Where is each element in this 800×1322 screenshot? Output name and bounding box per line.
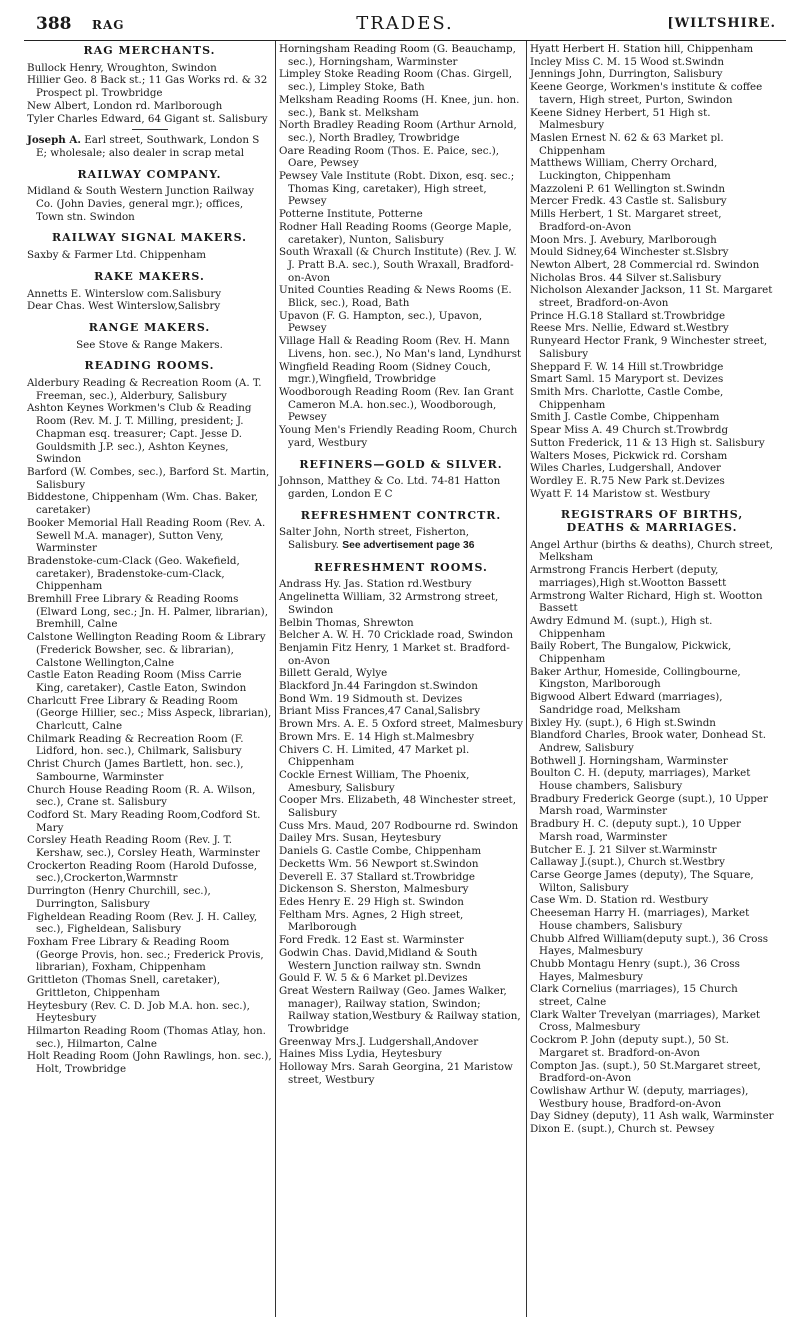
directory-entry: Pewsey Vale Institute (Robt. Dixon, esq. sec.; Thomas King, caretaker), High street, Pewsey [279,170,515,208]
directory-entry: Day Sidney (deputy), 11 Ash walk, Warminster [530,1110,774,1123]
entry-list [279,578,523,1086]
directory-entry: Smith Mrs. Charlotte, Castle Combe, Chippenham [530,385,724,411]
directory-entry: Foxham Free Library & Reading Room (George Provis, hon. sec.; Frederick Provis, librarian), Foxham, Chippenham [27,936,264,974]
directory-entry: Matthews William, Cherry Orchard, Luckington, Chippenham [530,157,718,183]
separator-rule [132,129,168,130]
directory-entry: Melksham Reading Rooms (H. Knee, jun. hon. sec.), Bank st. Melksham [279,93,520,119]
directory-entry: Chubb Montagu Henry (supt.), 36 Cross Hayes, Malmesbury [530,957,740,983]
directory-entry: Cheeseman Harry H. (marriages), Market House chambers, Salisbury [530,907,750,932]
entry-list [530,539,774,1136]
directory-entry: Young Men's Friendly Reading Room, Church yard, Westbury [279,424,518,449]
directory-entry: Holloway Mrs. Sarah Georgina, 21 Maristow street, Westbury [279,1061,513,1086]
directory-entry: Heytesbury (Rev. C. D. Job M.A. hon. sec.), Heytesbury [27,999,250,1025]
directory-entry: Sheppard F. W. 14 Hill st.Trowbridge [530,360,724,373]
directory-entry: Brown Mrs. E. 14 High st.Malmesbry [279,730,475,743]
directory-entry: Tyler Charles Edward, 64 Gigant st. Salisbury [27,112,268,125]
directory-entry: Blandford Charles, Brook water, Donhead St. Andrew, Salisbury [530,729,767,754]
directory-entry [279,526,523,552]
entry-name: Joseph A. [27,134,81,147]
directory-entry: Newton Albert, 28 Commercial rd. Swindon [530,258,760,271]
directory-entry: Figheldean Reading Room (Rev. J. H. Calley, sec.), Figheldean, Salisbury [27,910,258,936]
directory-entry: Baily Robert, The Bungalow, Pickwick, Chippenham [530,640,732,666]
directory-entry: Chilmark Reading & Recreation Room (F. Lidford, hon. sec.), Chilmark, Salisbury [27,732,244,758]
directory-entry: Dixon E. (supt.), Church st. Pewsey [530,1123,715,1136]
section-heading: REFINERS—GOLD & SILVER. [299,457,503,471]
directory-entry: Bremhill Free Library & Reading Rooms (Elward Long, sec.; Jn. H. Palmer, librarian), Bremhill, Calne [27,593,268,631]
directory-entry: Briant Miss Frances,47 Canal,Salisbry [279,705,481,718]
directory-entry: Grittleton (Thomas Snell, caretaker), Grittleton, Chippenham [27,974,221,999]
directory-entry: United Counties Reading & News Rooms (E. Blick, sec.), Road, Bath [279,284,512,310]
section-heading: RANGE MAKERS. [88,320,211,334]
directory-entry: Mills Herbert, 1 St. Margaret street, Bradford-on-Avon [530,208,722,233]
directory-entry: Maslen Ernest N. 62 & 63 Market pl. Chippenham [530,131,724,157]
column-2 [275,41,526,1317]
directory-entry: Wyatt F. 14 Maristow st. Westbury [530,487,711,500]
section-heading: RAILWAY SIGNAL MAKERS. [52,231,247,245]
directory-entry: Mazzoleni P. 61 Wellington st.Swindn [530,182,725,195]
directory-entry: Keene George, Workmen's institute & coffee tavern, High street, Purton, Swindon [530,81,763,106]
directory-entry: Brown Mrs. A. E. 5 Oxford street, Malmesbury [279,718,523,731]
directory-entry: Great Western Railway (Geo. James Walker, manager), Railway station, Swindon; Railway station,Westbury & Railway station, Trowbridge [279,984,521,1036]
directory-entry: Booker Memorial Hall Reading Room (Rev. A. Sewell M.A. manager), Sutton Veny, Warminster [27,516,266,555]
directory-entry: Incley Miss C. M. 15 Wood st.Swindn [530,55,725,68]
entry-list [27,185,272,223]
directory-entry: Barford (W. Combes, sec.), Barford St. Martin, Salisbury [27,465,270,491]
section-heading: REFRESHMENT ROOMS. [314,560,488,574]
section-heading: RAKE MAKERS. [94,269,205,283]
directory-entry: Chubb Alfred William(deputy supt.), 36 Cross Hayes, Malmesbury [530,932,769,958]
directory-entry: Belcher A. W. H. 70 Cricklade road, Swindon [279,629,513,642]
entry-list [27,62,272,126]
directory-entry: Haines Miss Lydia, Heytesbury [279,1048,442,1061]
entry-text: Earl street, Southwark, London S E; wholesale; also dealer in scrap metal [36,134,260,159]
directory-entry: Daniels G. Castle Combe, Chippenham [279,845,482,858]
directory-entry: Mercer Fredk. 43 Castle st. Salisbury [530,195,727,208]
entry-list [279,475,523,500]
directory-entry: Smith J. Castle Combe, Chippenham [530,411,720,424]
directory-entry: Oare Reading Room (Thos. E. Paice, sec.), Oare, Pewsey [279,144,500,170]
entry-list [27,288,272,313]
directory-entry: Smart Saml. 15 Maryport st. Devizes [530,373,724,386]
directory-entry: Nicholas Bros. 44 Silver st.Salisbury [530,271,722,284]
directory-entry: Decketts Wm. 56 Newport st.Swindon [279,857,479,870]
columns [24,41,786,1317]
advertisement-note: See advertisement page 36 [342,540,475,552]
directory-entry: Durrington (Henry Churchill, sec.), Durrington, Salisbury [27,885,211,910]
directory-entry: Castle Eaton Reading Room (Miss Carrie King, caretaker), Castle Eaton, Swindon [27,669,247,694]
directory-entry: Cockle Ernest William, The Phoenix, Amesbury, Salisbury [279,768,470,794]
directory-entry: Christ Church (James Bartlett, hon. sec.), Sambourne, Warminster [27,758,244,783]
directory-entry: Angelinetta William, 32 Armstrong street, Swindon [279,591,499,616]
directory-entry: Case Wm. D. Station rd. Westbury [530,894,709,907]
directory-entry: Andrass Hy. Jas. Station rd.Westbury [279,578,472,591]
directory-entry: Bradbury Frederick George (supt.), 10 Upper Marsh road, Warminster [530,792,768,818]
directory-entry: Godwin Chas. David,Midland & South Western Junction railway stn. Swndn [279,946,481,972]
directory-entry: Corsley Heath Reading Room (Rev. J. T. Kershaw, sec.), Corsley Heath, Warminster [27,834,260,860]
directory-entry: Dailey Mrs. Susan, Heytesbury [279,832,442,845]
directory-entry: Bond Wm. 19 Sidmouth st. Devizes [279,692,463,705]
directory-entry: Wingfield Reading Room (Sidney Couch, mgr.),Wingfield, Trowbridge [279,360,491,386]
directory-entry: Moon Mrs. J. Avebury, Marlborough [530,233,717,246]
directory-entry: Reese Mrs. Nellie, Edward st.Westbry [530,322,729,335]
directory-entry: Mould Sidney,64 Winchester st.Slsbry [530,246,729,259]
directory-entry: Bullock Henry, Wroughton, Swindon [27,61,217,74]
directory-entry: Annetts E. Winterslow com.Salisbury [27,287,222,300]
directory-entry: Hilmarton Reading Room (Thomas Atlay, hon. sec.), Hilmarton, Calne [27,1024,266,1050]
directory-entry: Clark Cornelius (marriages), 15 Church street, Calne [530,983,738,1009]
directory-entry: Potterne Institute, Potterne [279,208,423,221]
directory-entry: Ford Fredk. 12 East st. Warminster [279,934,464,947]
column-3 [526,41,777,1317]
running-keyword: RAG [92,18,125,32]
section-heading: RAILWAY COMPANY. [77,167,222,181]
entry-list [530,43,774,500]
entry-list [279,43,523,450]
directory-entry: Hillier Geo. 8 Back st.; 11 Gas Works rd. & 32 Prospect pl. Trowbridge [27,74,268,100]
directory-entry: Bradbury H. C. (deputy supt.), 10 Upper Marsh road, Warminster [530,818,741,843]
directory-entry: Cooper Mrs. Elizabeth, 48 Winchester street, Salisbury [279,794,516,820]
directory-entry: Benjamin Fitz Henry, 1 Market st. Bradford-on-Avon [279,641,510,667]
directory-entry: Woodborough Reading Room (Rev. Ian Grant Cameron M.A. hon.sec.), Woodborough, Pewsey [279,385,514,424]
directory-entry: Deverell E. 37 Stallard st.Trowbridge [279,870,475,883]
page-number: 388 [36,14,72,34]
directory-entry: Village Hall & Reading Room (Rev. H. Mann Livens, hon. sec.), No Man's land, Lyndhurst [279,335,522,360]
directory-entry: Compton Jas. (supt.), 50 St.Margaret street, Bradford-on-Avon [530,1059,761,1085]
directory-entry: Rodner Hall Reading Rooms (George Maple, caretaker), Nunton, Salisbury [279,220,512,246]
directory-entry: Clark Walter Trevelyan (marriages), Market Cross, Malmesbury [530,1008,761,1034]
directory-entry: Holt Reading Room (John Rawlings, hon. sec.), Holt, Trowbridge [27,1050,272,1076]
directory-entry: Cowlishaw Arthur W. (deputy, marriages), Westbury house, Bradford-on-Avon [530,1084,749,1110]
directory-entry: Prince H.G.18 Stallard st.Trowbridge [530,309,726,322]
directory-entry: Callaway J.(supt.), Church st.Westbry [530,856,725,869]
directory-entry: Dear Chas. West Winterslow,Salisbry [27,300,221,313]
section-heading: REGISTRARS OF BIRTHS, DEATHS & MARRIAGES. [560,508,744,535]
directory-entry: Walters Moses, Pickwick rd. Corsham [530,449,728,462]
directory-entry: Bigwood Albert Edward (marriages), Sandridge road, Melksham [530,691,723,716]
directory-entry: Bothwell J. Horningsham, Warminster [530,754,728,767]
directory-entry: Angel Arthur (births & deaths), Church street, Melksham [530,538,773,564]
directory-entry [27,134,272,159]
directory-entry: Spear Miss A. 49 Church st.Trowbrdg [530,424,729,437]
section-heading: RAG MERCHANTS. [83,44,216,57]
page-header [24,10,786,41]
directory-entry: Codford St. Mary Reading Room,Codford St. Mary [27,808,261,834]
directory-entry: Upavon (F. G. Hampton, sec.), Upavon, Pewsey [279,309,483,335]
entry-list [27,249,272,262]
section-heading: READING ROOMS. [84,359,215,373]
directory-entry: Baker Arthur, Homeside, Collingbourne, Kingston, Marlborough [530,665,741,691]
section-heading: REFRESHMENT CONTRCTR. [300,508,502,522]
directory-entry: Feltham Mrs. Agnes, 2 High street, Marlborough [279,908,464,934]
directory-entry: Ashton Keynes Workmen's Club & Reading Room (Rev. M. J. T. Milling, president; J. Chapman esq. treasurer; Capt. Jesse D. Gouldsmith J.P. sec.), Ashton Keynes, Swindon [27,402,252,466]
directory-entry: Carse George James (deputy), The Square, Wilton, Salisbury [530,869,754,894]
directory-entry: Jennings John, Durrington, Salisbury [530,68,723,81]
cross-reference: See Stove & Range Makers. [76,338,223,351]
directory-entry: Wiles Charles, Ludgershall, Andover [530,462,721,475]
directory-entry: Midland & South Western Junction Railway Co. (John Davies, general mgr.); offices, Town stn. Swindon [27,185,255,223]
directory-entry: Keene Sidney Herbert, 51 High st. Malmesbury [530,106,711,132]
directory-entry: South Wraxall (& Church Institute) (Rev. J. W. J. Pratt B.A. sec.), South Wraxall, Bradford-on-Avon [279,246,517,284]
directory-entry: Blackford Jn.44 Faringdon st.Swindon [279,680,478,693]
column-1 [24,41,275,1317]
directory-entry: New Albert, London rd. Marlborough [27,99,223,112]
directory-entry: Saxby & Farmer Ltd. Chippenham [27,249,207,262]
entry-list [27,377,272,1076]
directory-entry: Wordley E. R.75 New Park st.Devizes [530,474,725,487]
directory-entry: Cuss Mrs. Maud, 207 Rodbourne rd. Swindon [279,819,519,832]
directory-entry: Crockerton Reading Room (Harold Dufosse, sec.),Crockerton,Warmnstr [27,859,258,885]
directory-entry: Hyatt Herbert H. Station hill, Chippenham [530,43,754,55]
directory-entry: Calstone Wellington Reading Room & Library (Frederick Bowsher, sec. & librarian), Calstone Wellington,Calne [27,631,266,669]
directory-entry: Runyeard Hector Frank, 9 Winchester street, Salisbury [530,335,768,360]
directory-entry: Limpley Stoke Reading Room (Chas. Girgell, sec.), Limpley Stoke, Bath [279,68,512,94]
directory-entry: Awdry Edmund M. (supt.), High st. Chippenham [530,614,713,640]
directory-entry: Armstrong Francis Herbert (deputy, marriages),High st.Wootton Bassett [530,564,727,589]
directory-entry: Belbin Thomas, Shrewton [279,616,414,629]
directory-entry: Sutton Frederick, 11 & 13 High st. Salisbury [530,436,765,449]
directory-entry: Nicholson Alexander Jackson, 11 St. Margaret street, Bradford-on-Avon [530,284,773,310]
directory-entry: Johnson, Matthey & Co. Ltd. 74-81 Hatton garden, London E C [279,475,501,500]
directory-entry: Edes Henry E. 29 High st. Swindon [279,896,464,908]
directory-entry: Biddestone, Chippenham (Wm. Chas. Baker, caretaker) [27,491,259,517]
directory-entry: Boulton C. H. (deputy, marriages), Market House chambers, Salisbury [530,767,751,793]
directory-entry: Bixley Hy. (supt.), 6 High st.Swindn [530,716,716,729]
directory-entry: Greenway Mrs.J. Ludgershall,Andover [279,1035,479,1048]
county-label: [WILTSHIRE. [667,16,776,31]
directory-entry: Dickenson S. Sherston, Malmesbury [279,883,469,896]
entry-text: Salter John, North street, Fisherton, Salisbury. [279,526,470,552]
directory-entry: Billett Gerald, Wylye [279,667,388,680]
directory-entry: Cockrom P. John (deputy supt.), 50 St. Margaret st. Bradford-on-Avon [530,1034,729,1059]
directory-entry: Butcher E. J. 21 Silver st.Warminstr [530,843,717,856]
directory-entry: Armstrong Walter Richard, High st. Wootton Bassett [530,589,763,615]
directory-entry: North Bradley Reading Room (Arthur Arnold, sec.), North Bradley, Trowbridge [279,119,517,144]
directory-entry: Alderbury Reading & Recreation Room (A. T. Freeman, sec.), Alderbury, Salisbury [27,377,262,402]
directory-entry: Chivers C. H. Limited, 47 Market pl. Chippenham [279,743,470,769]
directory-entry: Church House Reading Room (R. A. Wilson, sec.), Crane st. Salisbury [27,783,256,809]
directory-entry: Horningsham Reading Room (G. Beauchamp, sec.), Horningsham, Warminster [279,43,516,68]
directory-entry: Bradenstoke-cum-Clack (Geo. Wakefield, caretaker), Bradenstoke-cum-Clack, Chippenham [27,554,240,593]
directory-entry: Charlcutt Free Library & Reading Room (George Hillier, sec.; Miss Aspeck, librarian), Charlcutt, Calne [27,694,272,733]
directory-entry: Gould F. W. 5 & 6 Market pl.Devizes [279,972,468,985]
page-title: TRADES. [356,13,454,34]
